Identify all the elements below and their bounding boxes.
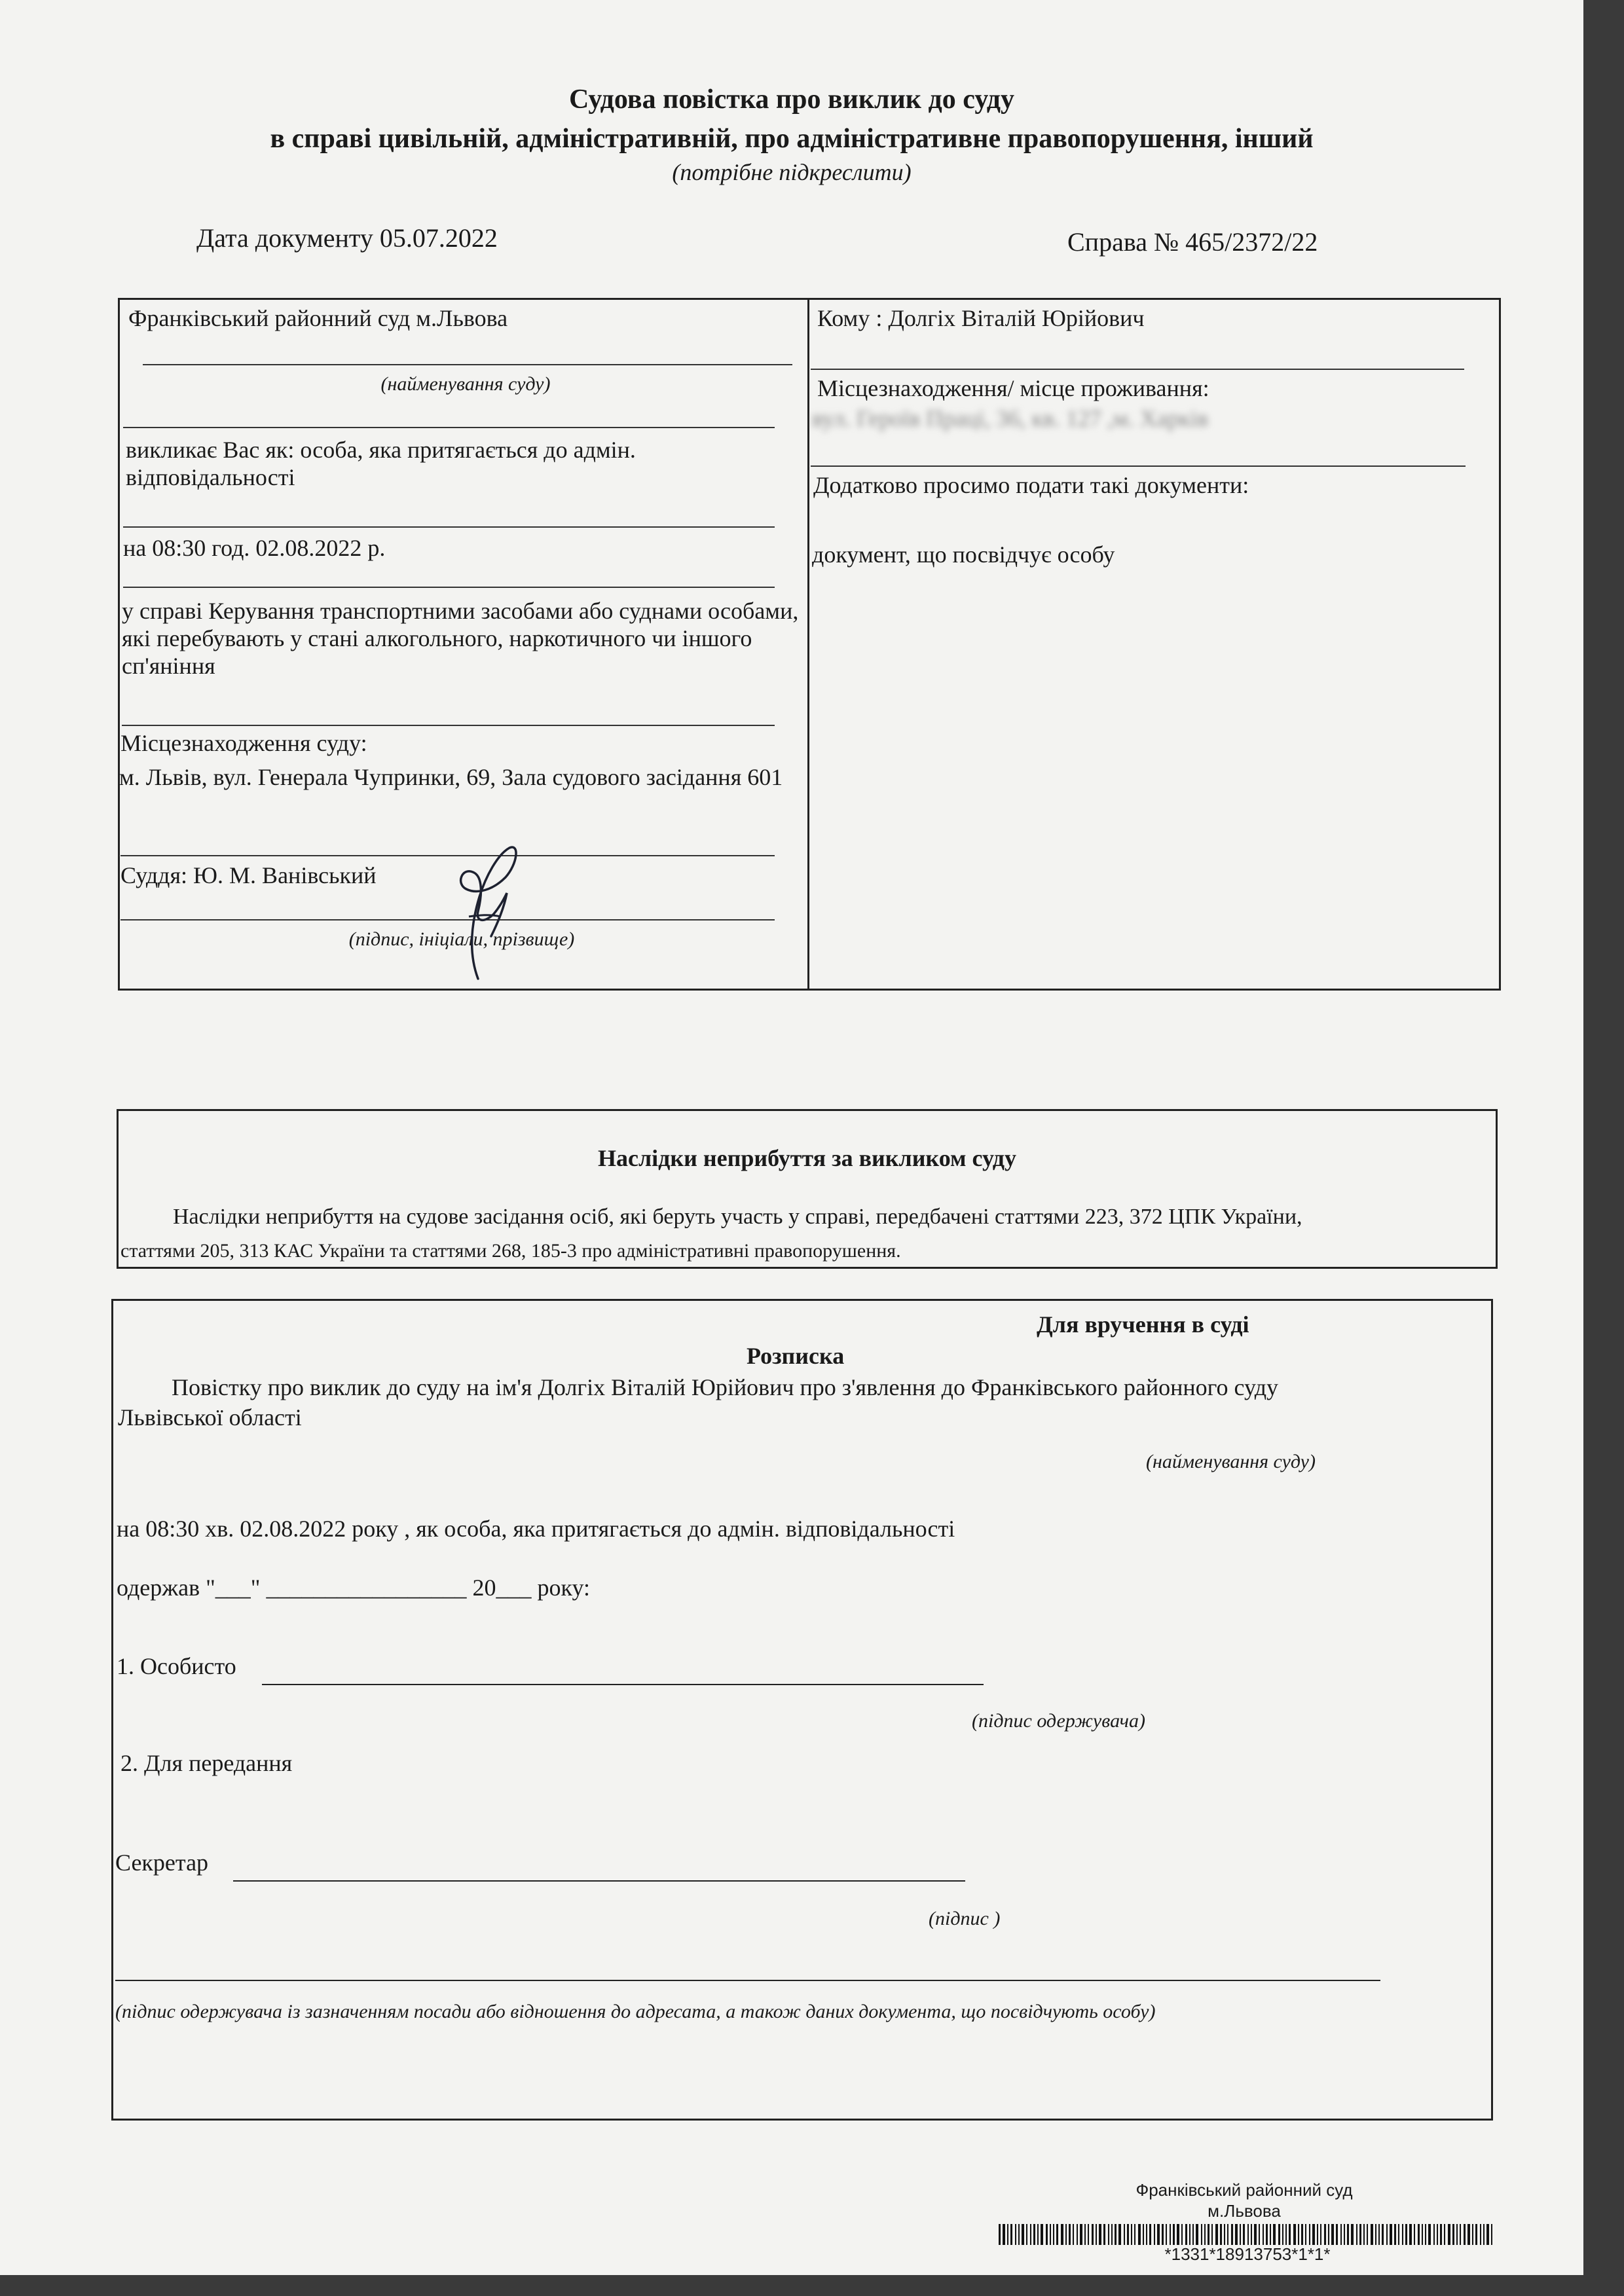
- recipient-label: Кому :: [817, 305, 883, 331]
- recipient: [817, 304, 1145, 332]
- document-date-value: 05.07.2022: [379, 223, 498, 253]
- case-subject-value: Керування транспортними засобами або суднами особами, які перебувають у стані алкогольного, наркотичного чи іншого сп'яніння: [122, 598, 799, 679]
- court-delivery-label: Для вручення в суді: [1037, 1311, 1249, 1338]
- judge: [120, 862, 377, 889]
- divider-4: [122, 725, 775, 726]
- receipt-line-1: Повістку про виклик до суду на ім'я Долгіх Віталій Юрійович про з'явлення до Франківського районного суду: [172, 1374, 1279, 1400]
- court-name-underline: [143, 364, 792, 365]
- case-subject-prefix: у справі: [122, 598, 203, 624]
- receipt-line-2: Львівської області: [118, 1404, 302, 1430]
- divider-3: [123, 587, 775, 588]
- divider-1: [123, 427, 775, 428]
- recipient-name: Долгіх Віталій Юрійович: [888, 305, 1145, 331]
- case-number: [1067, 227, 1318, 257]
- case-subject: [122, 597, 803, 680]
- residence-label: Місцезнаходження/ місце проживання:: [817, 375, 1209, 401]
- secretary-label: Секретар: [115, 1850, 209, 1876]
- personal-signature-caption: (підпис одержувача): [972, 1710, 1145, 1732]
- summons-as-label: викликає Вас як:: [126, 437, 295, 463]
- title-line-1: Судова повістка про виклик до суду: [569, 84, 1014, 115]
- secretary-signature-line: [233, 1880, 965, 1882]
- consequences-heading: Наслідки неприбуття за викликом суду: [598, 1145, 1016, 1171]
- court-name: Франківський районний суд м.Львова: [128, 305, 508, 331]
- required-docs-label: Додатково просимо подати такі документи:: [813, 472, 1249, 498]
- personal-signature-label: 1. Особисто: [117, 1653, 236, 1679]
- receipt-court-caption: (найменування суду): [1146, 1451, 1316, 1472]
- receiver-details-caption: (підпис одержувача із зазначенням посади або відношення до адресата, а також даних документа, що посвідчують особу): [115, 2001, 1156, 2022]
- receipt-box: [111, 1299, 1493, 2121]
- judge-signature-icon: [432, 838, 530, 989]
- barcode-icon: [999, 2224, 1496, 2245]
- footer-court-line-1: Франківський районний суд: [1135, 2180, 1353, 2200]
- residence-underline: [811, 465, 1466, 467]
- secretary-caption: (підпис ): [929, 1908, 1001, 1929]
- recipient-underline: [811, 369, 1464, 370]
- document-date: [196, 223, 498, 253]
- receipt-time-line: на 08:30 хв. 02.08.2022 року , як особа, яка притягається до адмін. відповідальності: [117, 1516, 955, 1542]
- document-date-label: Дата документу: [196, 223, 373, 253]
- consequences-line-2: статтями 205, 313 КАС України та статтями 268, 185-3 про адміністративні правопорушення.: [120, 1240, 901, 1262]
- court-name-caption: (найменування суду): [380, 373, 551, 395]
- title-note: (потрібне підкреслити): [672, 159, 912, 185]
- judge-name: Ю. М. Ванівський: [193, 862, 377, 888]
- consequences-line-1: Наслідки неприбуття на судове засідання осіб, які беруть участь у справі, передбачені статтями 223, 372 ЦПК України,: [173, 1205, 1302, 1229]
- received-date-line: одержав "___" _________________ 20___ року:: [117, 1575, 591, 1601]
- divider-2: [123, 526, 775, 528]
- summons-as: [126, 436, 794, 491]
- receiver-details-line: [115, 1980, 1380, 1981]
- court-location-label: Місцезнаходження суду:: [120, 730, 367, 756]
- hearing-time: на 08:30 год. 02.08.2022 р.: [123, 535, 386, 561]
- transfer-label: 2. Для передання: [120, 1750, 293, 1776]
- required-docs-value: документ, що посвідчує особу: [812, 541, 1115, 568]
- judge-caption: (підпис, ініціали, прізвище): [348, 928, 575, 950]
- residence-value: вул. Героїв Праці, 36, кв. 127 ,м. Харків: [812, 405, 1209, 431]
- column-divider: [807, 298, 809, 991]
- personal-signature-line: [262, 1684, 984, 1685]
- summons-as-value: особа, яка притягається до адмін. відповідальності: [126, 437, 636, 490]
- case-number-value: 465/2372/22: [1185, 227, 1318, 257]
- case-number-label: Справа №: [1067, 227, 1179, 257]
- barcode-text: *1331*18913753*1*1*: [1164, 2244, 1331, 2264]
- title-line-2: в справі цивільній, адміністративній, про адміністративне правопорушення, інший: [270, 124, 1314, 154]
- court-location-value: м. Львів, вул. Генерала Чупринки, 69, Зала судового засідання 601: [119, 764, 783, 790]
- judge-label: Суддя:: [120, 862, 188, 888]
- receipt-heading: Розписка: [747, 1343, 845, 1369]
- footer-court-line-2: м.Львова: [1208, 2201, 1281, 2221]
